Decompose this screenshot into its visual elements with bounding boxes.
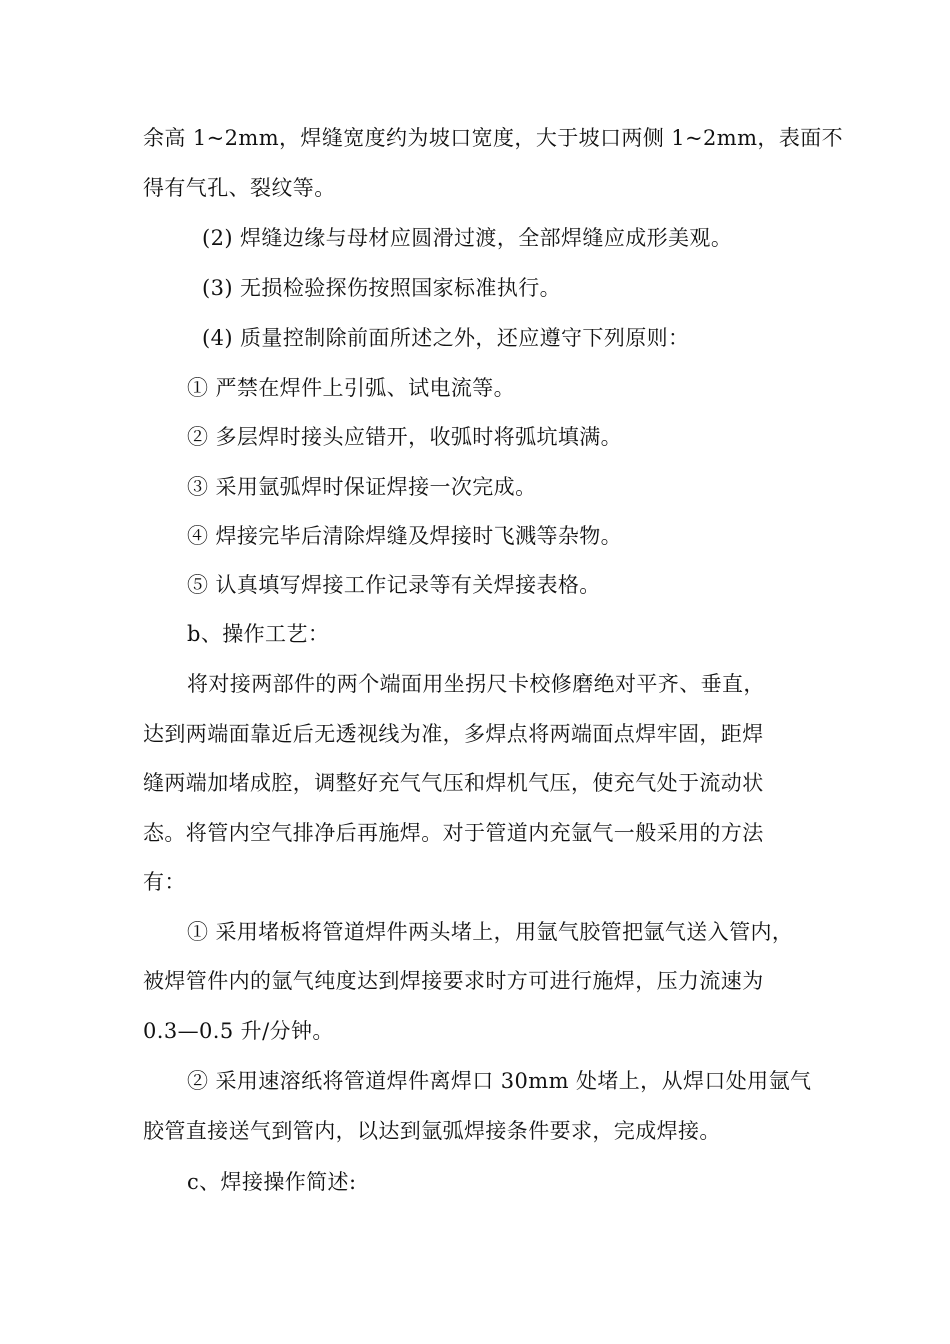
section-heading: b、操作工艺： bbox=[187, 622, 330, 646]
list-item: ① 采用堵板将管道焊件两头堵上，用氩气胶管把氩气送入管内， bbox=[187, 920, 794, 944]
text-line: 胶管直接送气到管内，以达到氩弧焊接条件要求，完成焊接。 bbox=[143, 1119, 721, 1143]
list-item: (3) 无损检验探伤按照国家标准执行。 bbox=[202, 276, 562, 300]
list-item: ⑤ 认真填写焊接工作记录等有关焊接表格。 bbox=[187, 573, 601, 597]
text-line: 被焊管件内的氩气纯度达到焊接要求时方可进行施焊，压力流速为 bbox=[143, 969, 764, 993]
list-item: ① 严禁在焊件上引弧、试电流等。 bbox=[187, 376, 516, 400]
text-line: 缝两端加堵成腔，调整好充气气压和焊机气压，使充气处于流动状 bbox=[143, 771, 764, 795]
list-item: ③ 采用氩弧焊时保证焊接一次完成。 bbox=[187, 475, 537, 499]
text-line: 达到两端面靠近后无透视线为准，多焊点将两端面点焊牢固，距焊 bbox=[143, 722, 764, 746]
section-heading: c、焊接操作简述: bbox=[187, 1170, 357, 1194]
list-item: (2) 焊缝边缘与母材应圆滑过渡，全部焊缝应成形美观。 bbox=[202, 226, 733, 250]
text-line: 0.3—0.5 升/分钟。 bbox=[143, 1019, 334, 1043]
list-item: ④ 焊接完毕后清除焊缝及焊接时飞溅等杂物。 bbox=[187, 524, 623, 548]
list-item: ② 多层焊时接头应错开，收弧时将弧坑填满。 bbox=[187, 425, 623, 449]
text-line: 将对接两部件的两个端面用坐拐尺卡校修磨绝对平齐、垂直， bbox=[187, 672, 765, 696]
list-item: (4) 质量控制除前面所述之外，还应遵守下列原则： bbox=[202, 326, 690, 350]
list-item: ② 采用速溶纸将管道焊件离焊口 30mm 处堵上，从焊口处用氩气 bbox=[187, 1069, 812, 1093]
text-line: 态。将管内空气排净后再施焊。对于管道内充氩气一般采用的方法 bbox=[143, 821, 764, 845]
text-line: 得有气孔、裂纹等。 bbox=[143, 176, 336, 200]
text-line: 有： bbox=[143, 870, 186, 894]
text-line: 余高 1~2mm，焊缝宽度约为坡口宽度，大于坡口两侧 1~2mm，表面不 bbox=[143, 126, 844, 150]
